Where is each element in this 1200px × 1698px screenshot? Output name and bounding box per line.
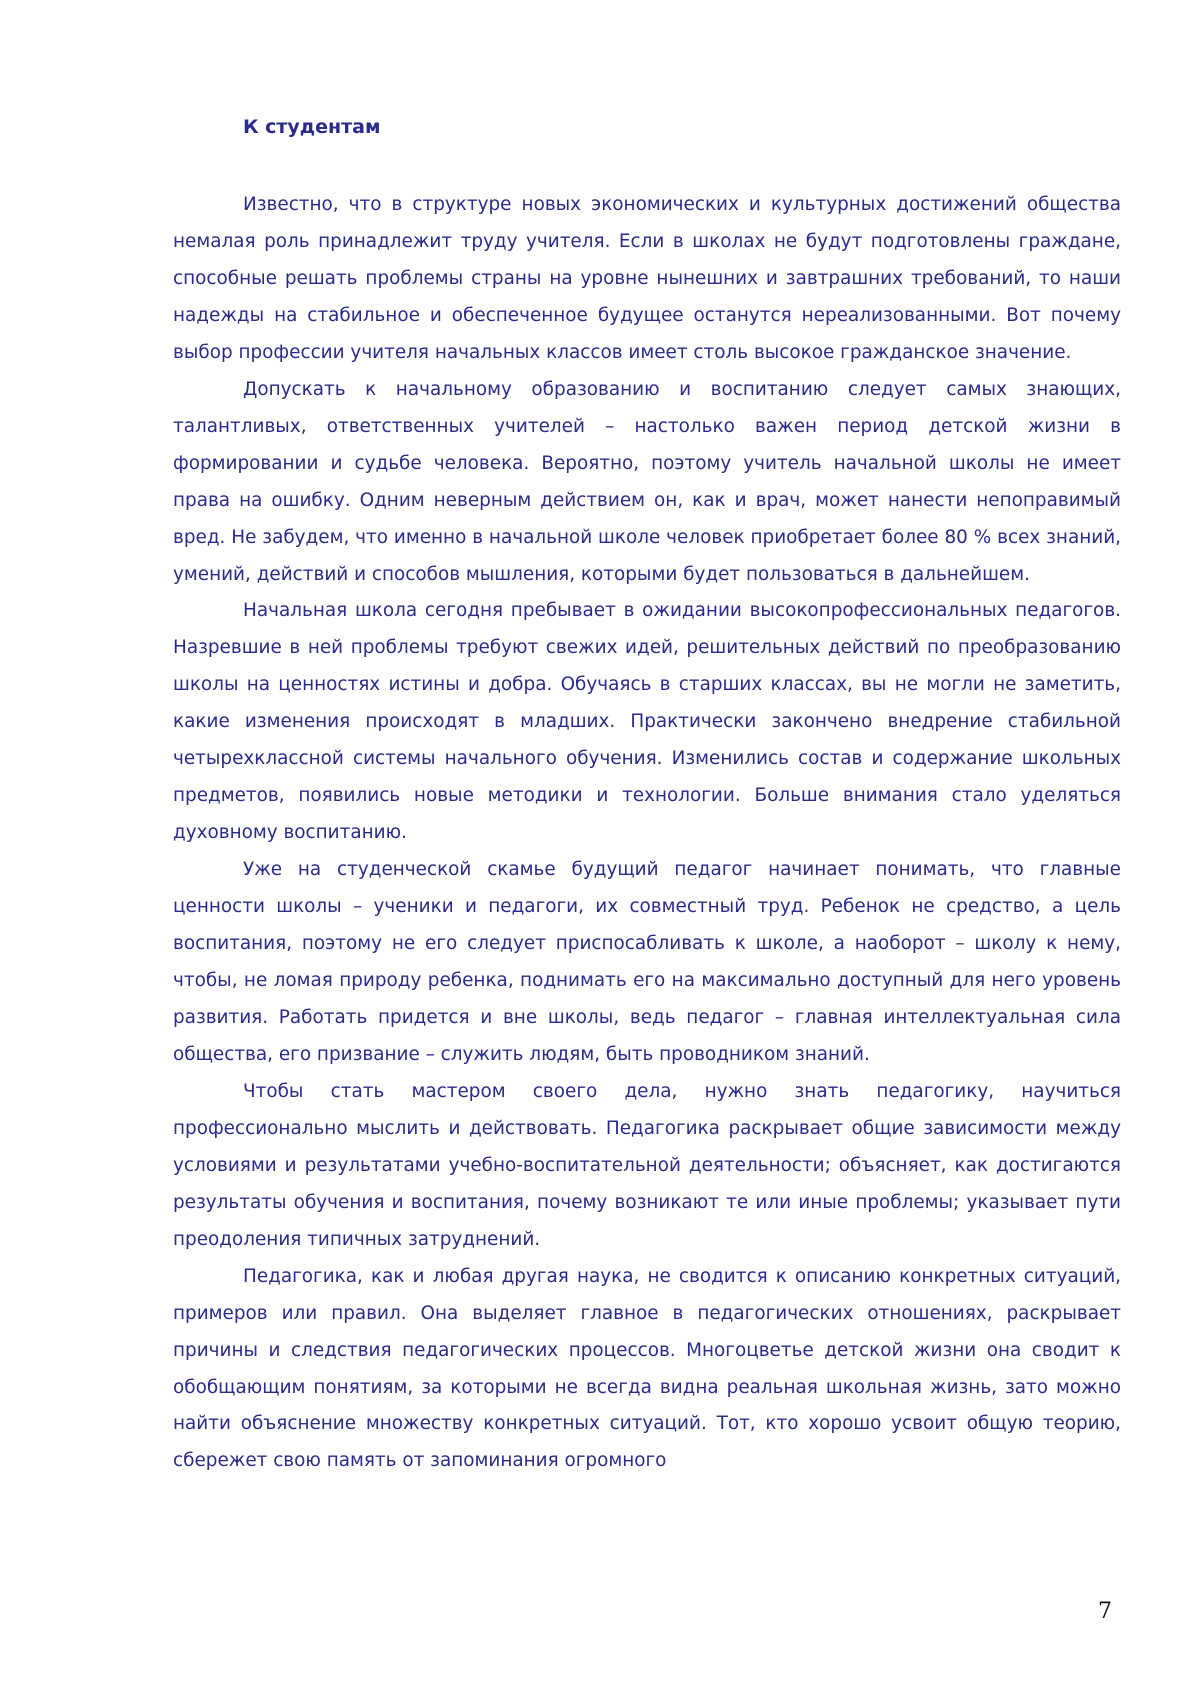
paragraph-1: Известно, что в структуре новых экономических и культурных достижений общества немалая роль принадлежит труду учителя. Если в школах не будут подготовлены граждане, способные решать проблемы страны на уровне нынешних и завтрашних требований, то наши надежды на стабильное и обеспеченное будущее останутся нереализованными. Вот почему выбор профессии учителя начальных классов имеет столь высокое гражданское значение.: [173, 194, 1121, 363]
page-number: 7: [1098, 1599, 1112, 1624]
paragraph-4: Уже на студенческой скамье будущий педагог начинает понимать, что главные ценности школы – ученики и педагоги, их совместный труд. Ребенок не средство, а цель воспитания, поэтому не его следует приспосабливать к школе, а наоборот – школу к нему, чтобы, не ломая природу ребенка, поднимать его на максимально доступный для него уровень развития. Работать придется и вне школы, ведь педагог – главная интеллектуальная сила общества, его призвание – служить людям, быть проводником знаний.: [173, 859, 1121, 1065]
paragraph-2: Допускать к начальному образованию и воспитанию следует самых знающих, талантливых, ответственных учителей – настолько важен период детской жизни в формировании и судьбе человека. Вероятно, поэтому учитель начальной школы не имеет права на ошибку. Одним неверным действием он, как и врач, может нанести непоправимый вред. Не забудем, что именно в начальной школе человек приобретает более 80 % всех знаний, умений, действий и способов мышления, которыми будет пользоваться в дальнейшем.: [173, 378, 1121, 585]
paragraph-5: Чтобы стать мастером своего дела, нужно знать педагогику, научиться профессионально мыслить и действовать. Педагогика раскрывает общие зависимости между условиями и результатами учебно-воспитательной деятельности; объясняет, как достигаются результаты обучения и воспитания, почему возникают те или иные проблемы; указывает пути преодоления типичных затруднений.: [173, 1080, 1121, 1250]
paragraph-6: Педагогика, как и любая другая наука, не сводится к описанию конкретных ситуаций, примеров или правил. Она выделяет главное в педагогических отношениях, раскрывает причины и следствия педагогических процессов. Многоцветье детской жизни она сводит к обобщающим понятиям, за которыми не всегда видна реальная школьная жизнь, зато можно найти объяснение множеству конкретных ситуаций. Тот, кто хорошо усвоит общую теорию, сбережет свою память от запоминания огромного: [173, 1265, 1121, 1472]
paragraph-3: Начальная школа сегодня пребывает в ожидании высокопрофессиональных педагогов. Назревшие в ней проблемы требуют свежих идей, решительных действий по преобразованию школы на ценностях истины и добра. Обучаясь в старших классах, вы не могли не заметить, какие изменения происходят в младших. Практически закончено внедрение стабильной четырехклассной системы начального обучения. Изменились состав и содержание школьных предметов, появились новые методики и технологии. Больше внимания стало уделяться духовному воспитанию.: [173, 600, 1121, 844]
section-heading: К студентам: [243, 116, 381, 138]
body-text: [173, 187, 1121, 1480]
